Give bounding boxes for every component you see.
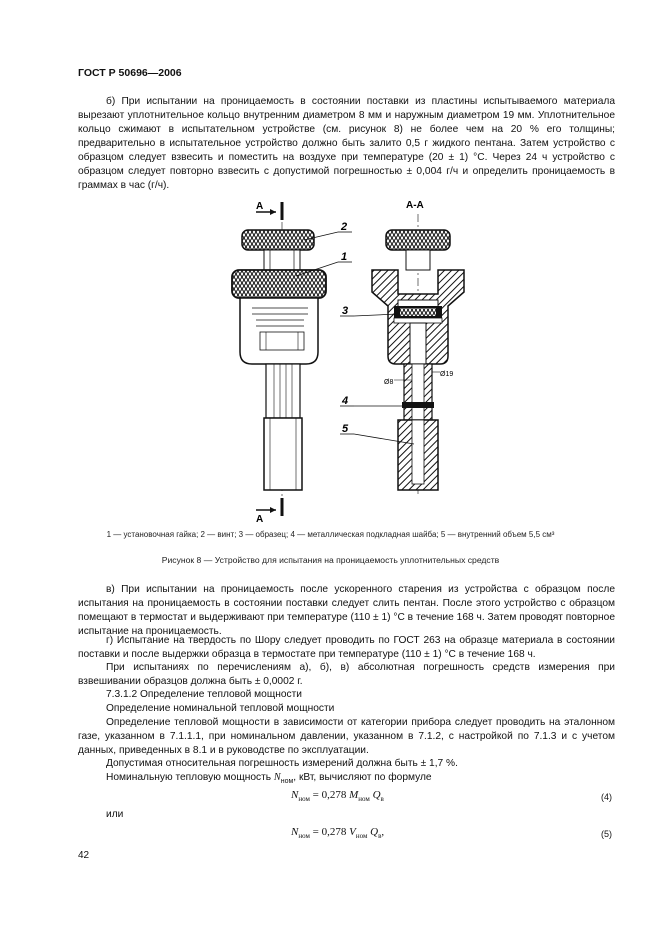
- formula-4-number: (4): [601, 792, 612, 802]
- setting-nut: [232, 270, 326, 298]
- test-device-figure: [200, 196, 490, 526]
- paragraph-g: г) Испытание на твердость по Шору следует проводить по ГОСТ 263 на образце материала в состоянии поставки и после выдержки образца в термостате при температуре (110 ± 1) °С в течение 168 ч.: [78, 635, 615, 660]
- callout-1: 1: [341, 251, 348, 263]
- figure-caption: Рисунок 8 — Устройство для испытания на проницаемость уплотнительных средств: [161, 555, 500, 565]
- section-mark-bottom: А: [256, 514, 264, 525]
- washer: [402, 402, 434, 408]
- formula-4: $N_{ном} = 0,278$ $M_{ном}$ $Q_в$: [291, 789, 384, 804]
- paragraph-nominal: Номинальную тепловую мощность $N_{ном}$, кВт, вычисляют по формуле: [106, 772, 432, 786]
- figure-legend: 1 — установочная гайка; 2 — винт; 3 — образец; 4 — металлическая подкладная шайба; 5 — внутренний объем 5,5 см³: [106, 530, 555, 539]
- paragraph-rel-error: Допустимая относительная погрешность измерений должна быть ± 1,7 %.: [106, 758, 458, 769]
- callout-3: 3: [342, 305, 349, 317]
- formula-5: $N_{ном} = 0,278$ $V_{ном}$ $Q_в$,: [291, 826, 385, 841]
- dim-d8: Ø8: [384, 379, 394, 386]
- callout-5: 5: [342, 423, 349, 435]
- dim-d19: Ø19: [440, 371, 454, 378]
- callout-2: 2: [341, 221, 348, 233]
- paragraph-b: б) При испытании на проницаемость в состоянии поставки из пластины испытываемого материала вырезают уплотнительное кольцо внутренним диаметром 8 мм и наружным диаметром 19 мм. Уплотнительное кольцо сжимают в испытательном устройстве (см. рисунок 8) не более чем на 20 % его толщины; предварительно в испытательное устройство должно быть залито 0,5 г жидкого пентана. Затем устройство с образцом следует взвесить и поместить на воздухе при температуре (20 ± 1) °С. Через 24 ч устройство с образцом следует повторно взвесить с допустимой погрешностью ± 0,004 г/ч и определить проницаемость в граммах в час (г/ч).: [78, 96, 615, 191]
- paragraph-v: в) При испытании на проницаемость после ускоренного старения из устройства с образцом после испытания на проницаемость в состоянии поставки следует слить пентан. После этого устройство с образцом помещают в термостат и выдерживают при температуре (110 ± 1) °С в течение 168 ч. Затем проводят повторное испытание на проницаемость.: [78, 584, 615, 637]
- callout-4: 4: [342, 395, 349, 407]
- paragraph-definition: Определение тепловой мощности в зависимости от категории прибора следует проводить на эталонном газе, указанном в 7.1.1.1, при номинальном давлении, указанном в 7.1.2, с настройкой по 7.1.3 и с учетом данных, приведенных в 8.1 и в руководстве по эксплуатации.: [78, 717, 615, 756]
- formula-5-number: (5): [601, 829, 612, 839]
- subclause-heading: Определение номинальной тепловой мощности: [106, 703, 335, 714]
- or-text: или: [106, 809, 124, 820]
- paragraph-abs-error: При испытаниях по перечислениям а), б), в) абсолютная погрешность средств измерения при взвешивании образцов должна быть ± 0,0002 г.: [78, 662, 615, 687]
- section-mark-top: А: [256, 201, 264, 212]
- section-view-label: А-А: [406, 200, 424, 211]
- screw-head: [242, 230, 314, 250]
- clause-heading: 7.3.1.2 Определение тепловой мощности: [106, 689, 302, 700]
- document-header: ГОСТ Р 50696—2006: [78, 67, 182, 79]
- page-number: 42: [78, 850, 90, 861]
